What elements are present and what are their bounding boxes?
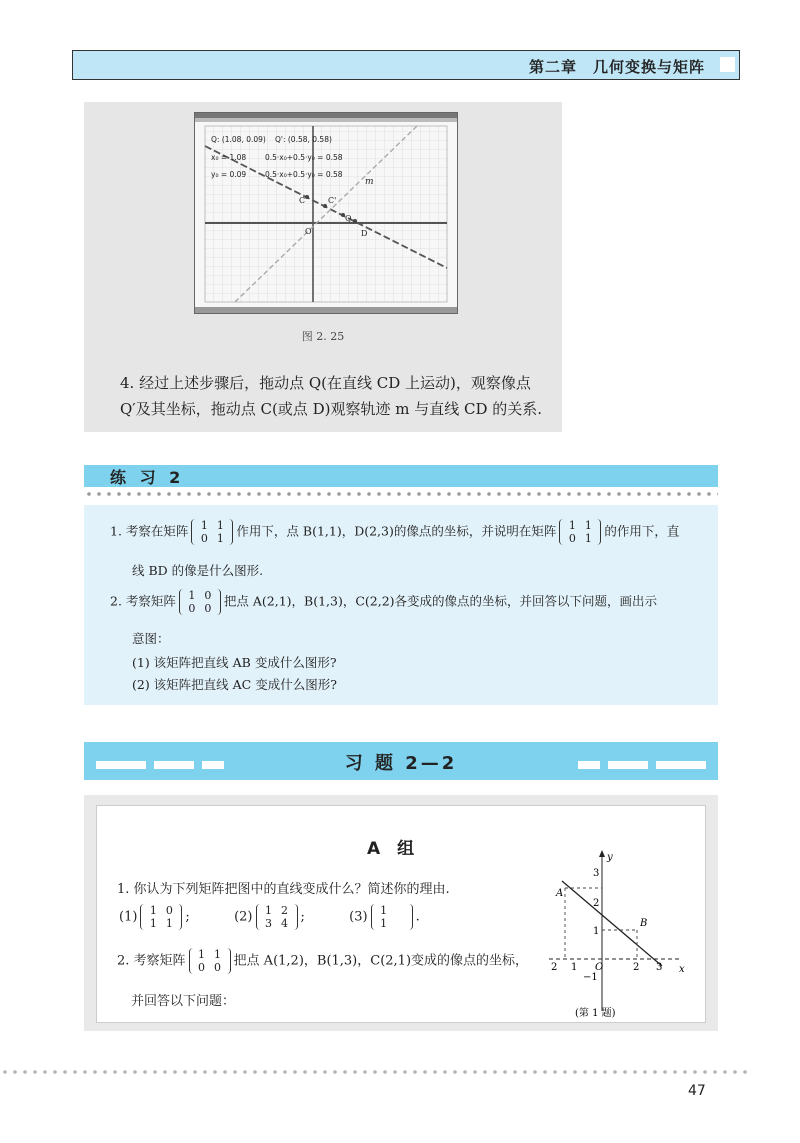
exercise-q2-text-a: 2. 考察矩阵 <box>117 953 186 969</box>
option-2-matrix: 1 2 3 4 <box>256 904 298 930</box>
readout-qprime: Q': (0.58, 0.58) <box>275 135 332 144</box>
point-d <box>353 219 357 223</box>
label-q: Q <box>345 214 352 223</box>
decor-bar <box>578 761 600 769</box>
figure-block <box>84 102 562 432</box>
tick-x-left-1: 1 <box>571 962 578 973</box>
practice-q2-text-a: 2. 考察矩阵 <box>110 593 176 609</box>
origin-label: O <box>595 962 604 973</box>
practice-q2-sub1: (1) 该矩阵把直线 AB 变成什么图形? <box>132 655 337 670</box>
practice-q1-line2: 线 BD 的像是什么图形. <box>132 563 264 578</box>
practice-q1-line1 <box>110 519 679 545</box>
step4-line2: Q′及其坐标，拖动点 C(或点 D)观察轨迹 m 与直线 CD 的关系. <box>120 400 543 418</box>
matrix-1: 1 1 0 1 <box>191 519 233 545</box>
software-screenshot <box>194 112 458 314</box>
option-1-matrix: 1 0 1 1 <box>140 904 182 930</box>
readout-x0: x₀ = 1.08 <box>211 153 247 162</box>
option-3-label: (3) <box>349 909 368 925</box>
matrix-2: 1 1 0 1 <box>559 519 601 545</box>
page-number: 47 <box>688 1083 706 1099</box>
graph-y-label: y <box>607 852 613 863</box>
option-3-matrix: 1 1 <box>371 904 413 930</box>
exercises-title-bar <box>84 742 718 780</box>
point-a-label: A <box>556 888 564 899</box>
chapter-header <box>72 50 740 80</box>
tick-x-left-2: 2 <box>551 962 558 973</box>
point-cprime <box>323 204 327 208</box>
tick-2: 2 <box>593 898 600 909</box>
practice-q1-text-a: 1. 考察在矩阵 <box>110 523 189 539</box>
practice-q1-text-b: 作用下，点 B(1,1)，D(2,3)的像点的坐标，并说明在矩阵 <box>236 523 557 539</box>
tick-1: 1 <box>593 926 600 937</box>
exercise-q1-options: (1) 1 0 1 1 ; (2) 1 2 3 4 ; (3) 1 1 . <box>119 904 420 930</box>
label-o: O <box>305 227 312 236</box>
decor-bar <box>608 761 648 769</box>
matrix-3: 1 0 0 0 <box>179 589 221 615</box>
decor-bar <box>656 761 706 769</box>
practice-title-bar <box>84 465 718 487</box>
exercise-q2-line1 <box>117 948 528 974</box>
exercise-graph <box>537 846 687 1021</box>
exercise-q2-text-b: 把点 A(1,2)，B(1,3)，C(2,1)变成的像点的坐标， <box>233 953 529 969</box>
point-q <box>341 213 345 217</box>
graph-caption: (第 1 题) <box>575 1008 616 1019</box>
practice-q2-line1 <box>110 589 657 615</box>
group-a-title: A 组 <box>367 839 415 859</box>
graph-y-arrow <box>599 850 605 857</box>
geometry-plot <box>195 122 457 307</box>
label-m: m <box>365 177 374 187</box>
exercise-q1: 1. 你认为下列矩阵把图中的直线变成什么？简述你的理由. <box>117 882 450 897</box>
readout-expr1: 0.5·x₀+0.5·y₀ = 0.58 <box>265 153 343 162</box>
option-2-label: (2) <box>234 909 253 925</box>
label-d: D <box>361 229 368 238</box>
step4-line1: 4. 经过上述步骤后，拖动点 Q(在直线 CD 上运动)，观察像点 <box>120 374 531 392</box>
figure-caption: 图 2. 25 <box>301 330 345 343</box>
tick-x-2: 2 <box>633 962 640 973</box>
practice-q2-line2: 意图： <box>132 631 170 646</box>
practice-title: 练 习 2 <box>110 468 185 487</box>
label-cprime: C' <box>328 196 337 205</box>
chapter-title: 第二章 几何变换与矩阵 <box>528 58 705 76</box>
exercises-box <box>96 805 706 1023</box>
readout-expr2: 0.5·x₀+0.5·y₀ = 0.58 <box>265 170 343 179</box>
tick-3: 3 <box>593 868 600 879</box>
readout-q: Q: (1.08, 0.09) <box>211 135 266 144</box>
exercises-title: 习 题 2—2 <box>344 753 458 774</box>
tick-x-3: 3 <box>656 962 663 973</box>
exercise-q2-line2: 并回答以下问题： <box>131 994 236 1009</box>
option-1-label: (1) <box>119 909 138 925</box>
bottom-dotted-divider <box>0 1068 748 1076</box>
practice-q2-sub2: (2) 该矩阵把直线 AC 变成什么图形? <box>132 677 337 692</box>
point-b-label: B <box>640 918 648 929</box>
window-statusbar <box>195 307 457 313</box>
label-c: C <box>299 196 306 205</box>
practice-q2-text-b: 把点 A(2,1)，B(1,3)，C(2,2)各变成的像点的坐标，并回答以下问题，画出示 <box>223 593 658 609</box>
tick-minus-1: −1 <box>583 972 598 983</box>
practice-box <box>84 505 718 705</box>
practice-q1-text-c: 的作用下，直 <box>604 523 680 539</box>
graph-x-label: x <box>679 964 685 975</box>
header-square-icon <box>720 57 735 72</box>
step4-text <box>120 370 550 422</box>
dotted-divider <box>84 490 718 498</box>
exercise-q2-matrix: 1 1 0 0 <box>189 948 231 974</box>
readout-y0: y₀ = 0.09 <box>211 170 247 179</box>
point-c <box>305 195 309 199</box>
